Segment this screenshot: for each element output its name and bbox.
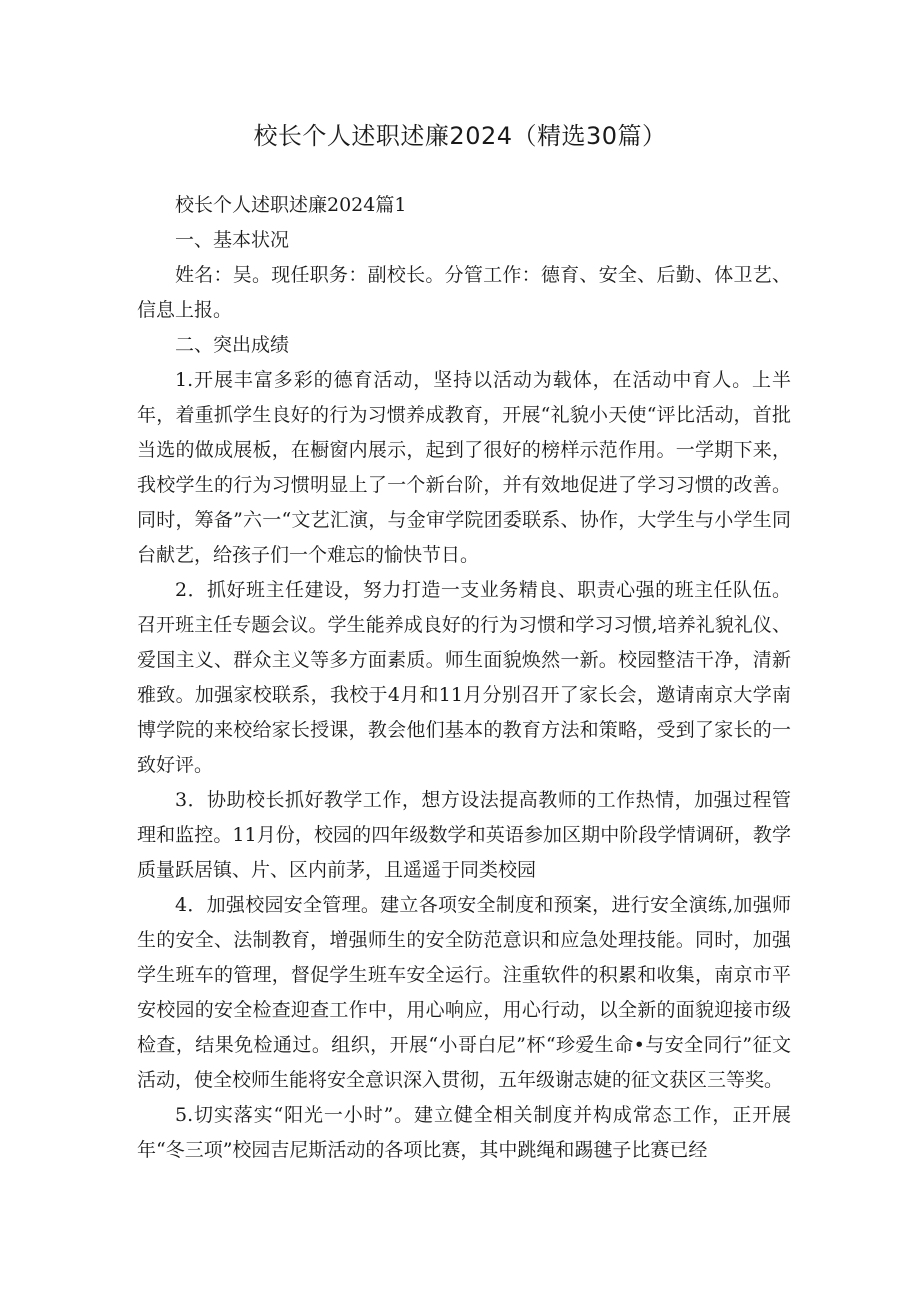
- document-body: [137, 188, 791, 1168]
- paragraph-item-4: 4．加强校园安全管理。建立各项安全制度和预案，进行安全演练,加强师生的安全、法制教育，增强师生的安全防范意识和应急处理技能。同时，加强学生班车的管理，督促学生班车安全运行。注重软件的积累和收集，南京市平安校园的安全检查迎查工作中，用心响应，用心行动，以全新的面貌迎接市级检查，结果免检通过。组织，开展“小哥白尼”杯“珍爱生命•与安全同行”征文活动，使全校师生能将安全意识深入贯彻，五年级谢志婕的征文获区三等奖。: [137, 894, 791, 1091]
- paragraph-item-1: 1.开展丰富多彩的德育活动，坚持以活动为载体，在活动中育人。上半年，着重抓学生良好的行为习惯养成教育，开展“礼貌小天使“评比活动，首批当选的做成展板，在橱窗内展示，起到了很好的榜样示范作用。一学期下来，我校学生的行为习惯明显上了一个新台阶，并有效地促进了学习习惯的改善。同时，筹备”六一“文艺汇演，与金审学院团委联系、协作，大学生与小学生同台献艺，给孩子们一个难忘的愉快节日。: [137, 369, 791, 566]
- section-heading-article: 校长个人述职述廉2024篇1: [175, 194, 407, 216]
- document-title: 校长个人述职述廉2024（精选30篇）: [253, 122, 667, 150]
- section-heading-basic-status: 一、基本状况: [175, 229, 290, 251]
- paragraph-item-5: 5.切实落实“阳光一小时”。建立健全相关制度并构成常态工作，正开展年“冬三项”校园吉尼斯活动的各项比赛，其中跳绳和踢毽子比赛已经: [137, 1104, 791, 1161]
- section-heading-achievements: 二、突出成绩: [175, 334, 290, 356]
- paragraph-item-2: 2．抓好班主任建设，努力打造一支业务精良、职责心强的班主任队伍。召开班主任专题会议。学生能养成良好的行为习惯和学习习惯,培养礼貌礼仪、爱国主义、群众主义等多方面素质。师生面貌焕然一新。校园整洁干净，清新雅致。加强家校联系，我校于4月和11月分别召开了家长会，邀请南京大学南博学院的来校给家长授课，教会他们基本的教育方法和策略，受到了家长的一致好评。: [137, 579, 791, 776]
- paragraph-personal-info: 姓名：吴。现任职务：副校长。分管工作：德育、安全、后勤、体卫艺、信息上报。: [137, 264, 791, 321]
- paragraph-item-3: 3．协助校长抓好教学工作，想方设法提高教师的工作热情，加强过程管理和监控。11月份，校园的四年级数学和英语参加区期中阶段学情调研，教学质量跃居镇、片、区内前茅，且遥遥于同类校园: [137, 789, 791, 881]
